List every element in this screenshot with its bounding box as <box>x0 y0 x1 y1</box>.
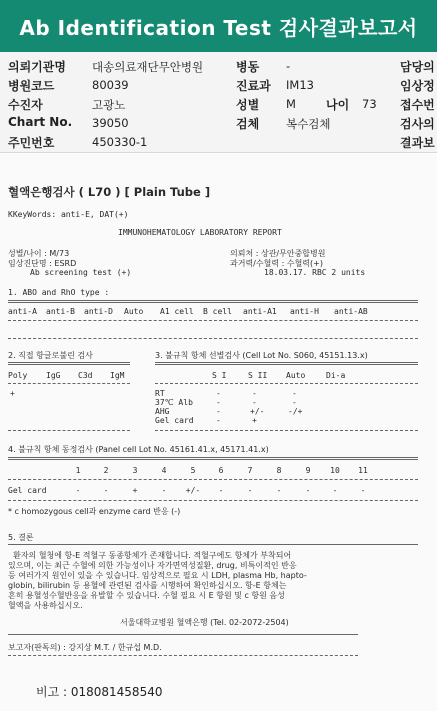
sec4-mid-rule <box>8 479 418 480</box>
sex-age: 성별/나이 : M/73 <box>8 249 70 258</box>
receipt-label-cut: 접수번 <box>400 98 435 112</box>
sec4-bottom-rule <box>8 500 418 501</box>
sec4-row-label: Gel card <box>8 486 47 495</box>
sec1-h-2: anti-D <box>84 307 113 316</box>
dept-value: IM13 <box>286 78 314 92</box>
sec1-mid-rule <box>8 320 418 321</box>
sec3-row-alb-auto: - <box>292 398 297 407</box>
sec3-row-rt-s2: - <box>252 389 257 398</box>
sec3-row-alb-label: 37℃ Alb <box>155 398 193 407</box>
sec4-val-1: - <box>75 486 81 495</box>
result-label-cut: 결과보 <box>400 136 435 150</box>
conclusion-line-4: globin, bilirubin 등 용혈에 관련된 검사를 시행하여 확인하십시오. 항-E 항체는 <box>8 581 287 590</box>
sec2-h-igg: IgG <box>46 371 61 380</box>
sec3-top-rule <box>155 362 418 365</box>
transfusion-date: 18.03.17. RBC 2 units <box>264 268 366 277</box>
sec3-row-ahg-s2: +/- <box>250 407 265 416</box>
sec2-h-igm: IgM <box>110 371 125 380</box>
sec3-row-ahg-auto: -/+ <box>288 407 303 416</box>
sec3-row-gel-s1: - <box>216 416 221 425</box>
sec4-val-6: - <box>218 486 224 495</box>
sec4-col-7: 7 <box>247 466 253 475</box>
sec4-val-2: - <box>103 486 109 495</box>
id-label: 주민번호 <box>8 136 55 150</box>
sec5-rule <box>8 544 418 545</box>
conclusion-line-2: 있으며, 이는 최근 수혈에 의한 가능성이나 자가면역성질환, drug, 비특이적인 반응 <box>8 561 297 570</box>
sec3-row-rt-label: RT <box>155 389 165 398</box>
sec4-val-3: + <box>132 486 138 495</box>
sec3-row-gel-label: Gel card <box>155 416 194 425</box>
hospital-footer: 서울대학교병원 혈액은행 (Tel. 02-2072-2504) <box>120 618 289 627</box>
age-value: 73 <box>362 97 377 111</box>
sec4-val-9: - <box>305 486 311 495</box>
sec1-h-8: anti-AB <box>334 307 368 316</box>
sec3-row-alb-s2: - <box>252 398 257 407</box>
sec1-h-6: anti-A1 <box>243 307 277 316</box>
sec3-bottom-rule <box>155 430 418 431</box>
sec1-h-4: A1 cell <box>160 307 194 316</box>
conclusion-line-3: 등 여러가지 원인이 있을 수 있습니다. 임상적으로 필요 시 LDH, plasma Hb, hapto- <box>8 571 307 580</box>
ward-value: - <box>286 59 291 73</box>
ward-label: 병동 <box>236 60 260 74</box>
sec4-val-5: +/- <box>185 486 201 495</box>
lab-report-heading: IMMUNOHEMATOLOGY LABORATORY REPORT <box>118 228 282 237</box>
sec1-bottom-rule <box>8 338 418 339</box>
sec1-h-0: anti-A <box>8 307 37 316</box>
specimen-value: 복수검체 <box>286 117 331 131</box>
examiner-label-cut: 검사의 <box>400 117 435 131</box>
sec3-title: 3. 불규칙 항체 선별검사 (Cell Lot No. S060, 45151.13.x) <box>155 351 368 360</box>
sec4-col-9: 9 <box>305 466 311 475</box>
age-label: 나이 <box>326 98 350 112</box>
sec5-title: 5. 결론 <box>8 533 34 542</box>
sec4-val-8: - <box>276 486 282 495</box>
sec4-val-4: - <box>161 486 167 495</box>
receiver-value: 고광노 <box>92 98 126 112</box>
header-title: Ab Identification Test 검사결과보고서 <box>19 15 418 40</box>
conclusion-line-5: 혼히 용혈성수혈반응을 유발할 수 있습니다. 수혈 필요 시 E 항원 및 c 항원 음성 <box>8 591 285 600</box>
sec1-title: 1. ABO and RhO type : <box>8 288 110 297</box>
sec4-col-10: 10 <box>330 466 340 475</box>
sec3-mid-rule <box>155 383 418 384</box>
sec4-top-rule <box>8 457 418 460</box>
sec3-h-auto: Auto <box>286 371 306 380</box>
clinical-label-cut: 임상정 <box>400 79 435 93</box>
conclusion-line-1: 환자의 혈청에 항-E 적혈구 동종항체가 존재합니다. 적혈구에도 항체가 부착되어 <box>8 551 292 560</box>
sex-value: M <box>286 97 296 111</box>
sec3-row-rt-s1: - <box>216 389 221 398</box>
hospital-value: 대송의료재단무안병원 <box>92 60 204 74</box>
remark: 비고 : 018081458540 <box>36 685 163 699</box>
conclusion-line-6: 혈액을 사용하십시오. <box>8 601 83 610</box>
id-value: 450330-1 <box>92 135 148 149</box>
sec4-col-11: 11 <box>358 466 368 475</box>
transfusion-history: 과거력/수혈력 : 수혈력(+) <box>230 259 323 268</box>
ab-screening: Ab screening test (+) <box>30 268 132 277</box>
reporter: 보고자(판독의) : 강지상 M.T. / 한규섭 M.D. <box>8 643 162 652</box>
sec1-h-5: B cell <box>203 307 232 316</box>
referrer: 의뢰처 : 상관/무안중합병원 <box>230 249 326 258</box>
sec1-h-7: anti-H <box>290 307 319 316</box>
sec4-col-4: 4 <box>161 466 167 475</box>
sex-label: 성별 <box>236 98 260 112</box>
sec4-col-3: 3 <box>132 466 138 475</box>
code-label: 병원코드 <box>8 79 55 93</box>
sec3-h-s1: S I <box>212 371 227 380</box>
sec3-row-rt-auto: - <box>292 389 297 398</box>
sec1-h-1: anti-B <box>46 307 75 316</box>
sec2-title: 2. 직접 항글로불린 검사 <box>8 351 93 360</box>
sec2-poly-value: + <box>10 389 15 398</box>
sec4-col-6: 6 <box>218 466 224 475</box>
sec2-h-c3d: C3d <box>78 371 93 380</box>
scanned-report <box>0 154 437 711</box>
clinical-dx: 임상진단명 : ESRD <box>8 259 77 268</box>
sec4-col-2: 2 <box>103 466 109 475</box>
sec3-h-s2: S II <box>248 371 268 380</box>
footer-rule <box>8 634 358 635</box>
sec2-top-rule <box>8 362 130 365</box>
sec4-val-10: - <box>332 486 338 495</box>
receiver-label: 수진자 <box>8 98 43 112</box>
doctor-label-cut: 담당의 <box>400 60 435 74</box>
sec3-row-ahg-label: AHG <box>155 407 170 416</box>
sec4-val-11: - <box>360 486 366 495</box>
sec1-top-rule <box>8 300 418 303</box>
sec3-h-dia: Di-a <box>326 371 346 380</box>
sec2-h-poly: Poly <box>8 371 28 380</box>
report-title: 혈액은행검사 ( L70 ) [ Plain Tube ] <box>8 185 211 199</box>
sec4-val-7: - <box>247 486 253 495</box>
chart-value: 39050 <box>92 116 129 130</box>
keywords: KKeyWords: anti-E, DAT(+) <box>8 210 129 219</box>
sec2-mid-rule <box>8 383 130 384</box>
sec4-col-1: 1 <box>75 466 81 475</box>
specimen-label: 검체 <box>236 117 260 131</box>
sec1-h-3: Auto <box>124 307 144 316</box>
sec4-col-8: 8 <box>276 466 282 475</box>
reporter-rule <box>8 655 358 656</box>
sec4-title: 4. 불규칙 항체 동정검사 (Panel cell Lot No. 45161.41.x, 45171.41.x) <box>8 445 269 454</box>
sec3-row-gel-s2: + <box>252 416 257 425</box>
report-header <box>0 0 437 52</box>
sec4-col-5: 5 <box>190 466 196 475</box>
sec3-row-alb-s1: - <box>216 398 221 407</box>
patient-info-panel <box>0 52 437 153</box>
sec3-row-ahg-s1: - <box>216 407 221 416</box>
sec4-note: * c homozygous cell과 enzyme card 반응 (-) <box>8 507 181 516</box>
dept-label: 진료과 <box>236 79 271 93</box>
code-value: 80039 <box>92 78 129 92</box>
hospital-label: 의뢰기관명 <box>8 60 66 74</box>
chart-label: Chart No. <box>8 115 73 129</box>
sec2-bottom-rule <box>8 430 130 431</box>
